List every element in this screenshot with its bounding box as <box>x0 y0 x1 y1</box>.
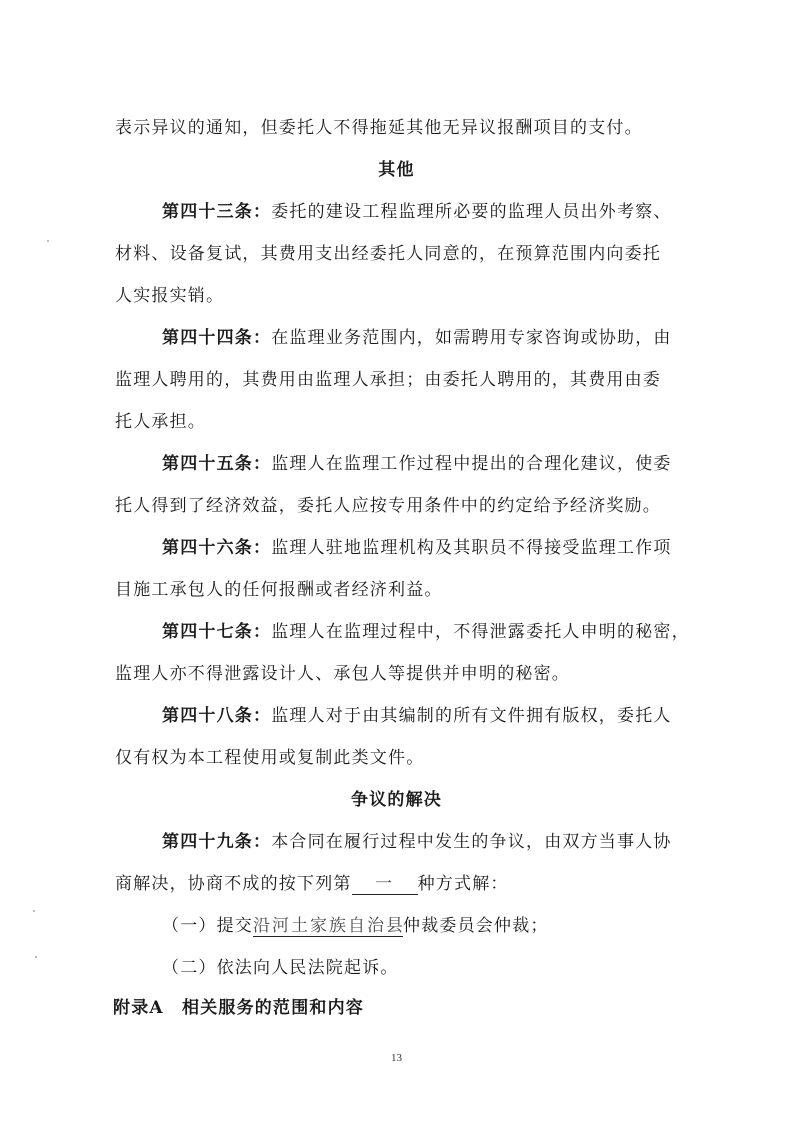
dispute-method-value: 一 <box>375 874 395 894</box>
page-number: 13 <box>391 1052 402 1064</box>
article-48-line-2: 仅有权为本工程使用或复制此类文件。 <box>115 748 425 768</box>
arbitration-committee-blank <box>253 916 403 937</box>
article-49-label: 第四十九条： <box>162 832 272 852</box>
scan-speck <box>35 956 37 958</box>
article-49-line-1 <box>162 830 732 854</box>
article-45-line-2: 托人得到了经济效益，委托人应按专用条件中的约定给予经济奖励。 <box>115 496 661 516</box>
article-43-label: 第四十三条： <box>162 202 272 222</box>
article-46-label: 第四十六条： <box>162 538 272 558</box>
article-48-line-1 <box>162 704 732 728</box>
article-44-line-3: 托人承担。 <box>115 412 206 432</box>
article-49-text: 本合同在履行过程中发生的争议，由双方当事人协 <box>271 832 672 852</box>
article-49-line-2 <box>115 872 685 896</box>
article-44-line-2: 监理人聘用的，其费用由监理人承担；由委托人聘用的，其费用由委 <box>115 370 661 390</box>
article-47-label: 第四十七条： <box>162 622 272 642</box>
article-45-line-1 <box>162 452 732 476</box>
article-43-text: 委托的建设工程监理所必要的监理人员出外考察、 <box>271 202 672 222</box>
arbitration-committee-value: 沿河土家族自治县 <box>253 916 405 936</box>
article-46-line-2: 目施工承包人的任何报酬或者经济利益。 <box>115 580 443 600</box>
scan-speck <box>47 240 49 242</box>
option-2-line: （二）依法向人民法院起诉。 <box>162 958 399 978</box>
article-48-text: 监理人对于由其编制的所有文件拥有版权，委托人 <box>271 706 672 726</box>
option-1-line <box>162 914 732 938</box>
option-1-post: 仲裁委员会仲裁； <box>403 916 549 936</box>
article-46-text: 监理人驻地监理机构及其职员不得接受监理工作项 <box>271 538 672 558</box>
option-1-pre: （一）提交 <box>162 916 253 936</box>
dispute-method-blank <box>352 874 418 895</box>
article-48-label: 第四十八条： <box>162 706 272 726</box>
appendix-heading: 附录A 相关服务的范围和内容 <box>113 998 364 1018</box>
text-line: 表示异议的通知，但委托人不得拖延其他无异议报酬项目的支付。 <box>115 118 643 138</box>
article-49-text-pre: 商解决，协商不成的按下列第 <box>115 874 352 894</box>
article-49-text-post: 种方式解： <box>417 874 509 894</box>
article-44-label: 第四十四条： <box>162 328 272 348</box>
section-heading-dispute: 争议的解决 <box>351 790 442 810</box>
article-47-line-2: 监理人亦不得泄露设计人、承包人等提供并申明的秘密。 <box>115 664 570 684</box>
article-44-line-1 <box>162 326 732 350</box>
article-43-line-2: 材料、设备复试，其费用支出经委托人同意的，在预算范围内向委托 <box>115 244 661 264</box>
article-43-line-3: 人实报实销。 <box>115 286 225 306</box>
article-47-line-1 <box>162 620 732 644</box>
scan-speck <box>33 910 35 912</box>
article-46-line-1 <box>162 536 732 560</box>
article-44-text: 在监理业务范围内，如需聘用专家咨询或协助，由 <box>271 328 672 348</box>
article-45-text: 监理人在监理工作过程中提出的合理化建议，使委 <box>271 454 672 474</box>
section-heading-other: 其他 <box>378 160 415 180</box>
article-47-text: 监理人在监理过程中，不得泄露委托人申明的秘密， <box>271 622 690 642</box>
article-43-line-1 <box>162 200 732 224</box>
article-45-label: 第四十五条： <box>162 454 272 474</box>
